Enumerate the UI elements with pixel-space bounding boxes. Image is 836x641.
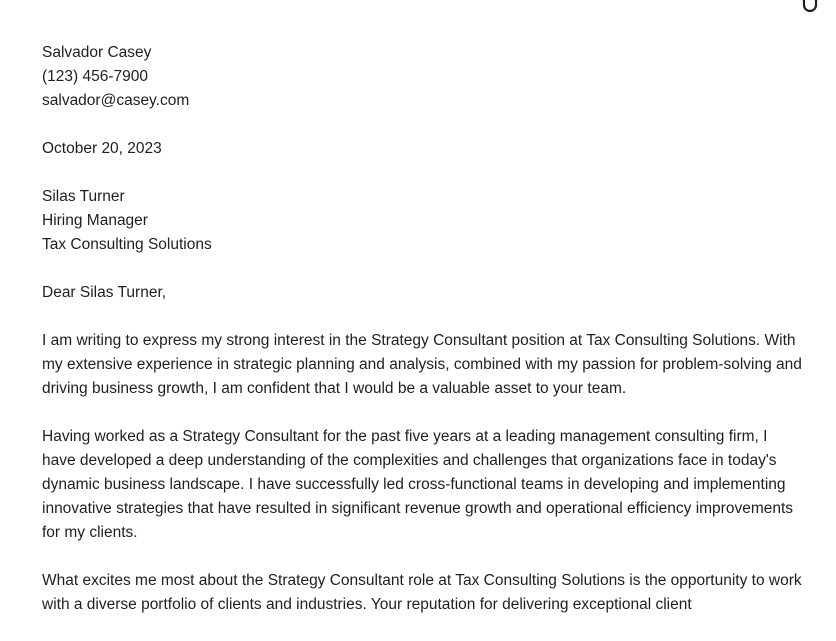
sender-phone: (123) 456-7900: [42, 68, 148, 85]
recipient-name: Silas Turner: [42, 188, 125, 205]
sender-email: salvador@casey.com: [42, 92, 190, 109]
recipient-company: Tax Consulting Solutions: [42, 236, 212, 253]
recipient-block: [42, 185, 802, 257]
salutation: Dear Silas Turner,: [42, 284, 167, 301]
body-paragraph-3: What excites me most about the Strategy Consultant role at Tax Consulting Solutions is the opportunity to work with a diverse portfolio of clients and industries. Your reputation for delivering exceptional client: [42, 572, 802, 613]
paperclip-icon: [802, 0, 818, 14]
sender-name: Salvador Casey: [42, 44, 152, 61]
body-paragraph-2: Having worked as a Strategy Consultant for the past five years at a leading management consulting firm, I have developed a deep understanding of the complexities and challenges that organizations face in today's dynamic business landscape. I have successfully led cross-functional teams in developing and implementing innovative strategies that have resulted in significant revenue growth and operational efficiency improvements for my clients.: [42, 428, 794, 541]
recipient-title: Hiring Manager: [42, 212, 148, 229]
cover-letter: [42, 41, 802, 641]
sender-block: [42, 41, 802, 113]
date-block: [42, 137, 802, 161]
salutation-block: [42, 281, 802, 305]
letter-date: October 20, 2023: [42, 140, 162, 157]
body-paragraph-1: I am writing to express my strong interest in the Strategy Consultant position at Tax Consulting Solutions. With my extensive experience in strategic planning and analysis, combined with my passion for problem-solving and driving business growth, I am confident that I would be a valuable asset to your team.: [42, 332, 802, 397]
